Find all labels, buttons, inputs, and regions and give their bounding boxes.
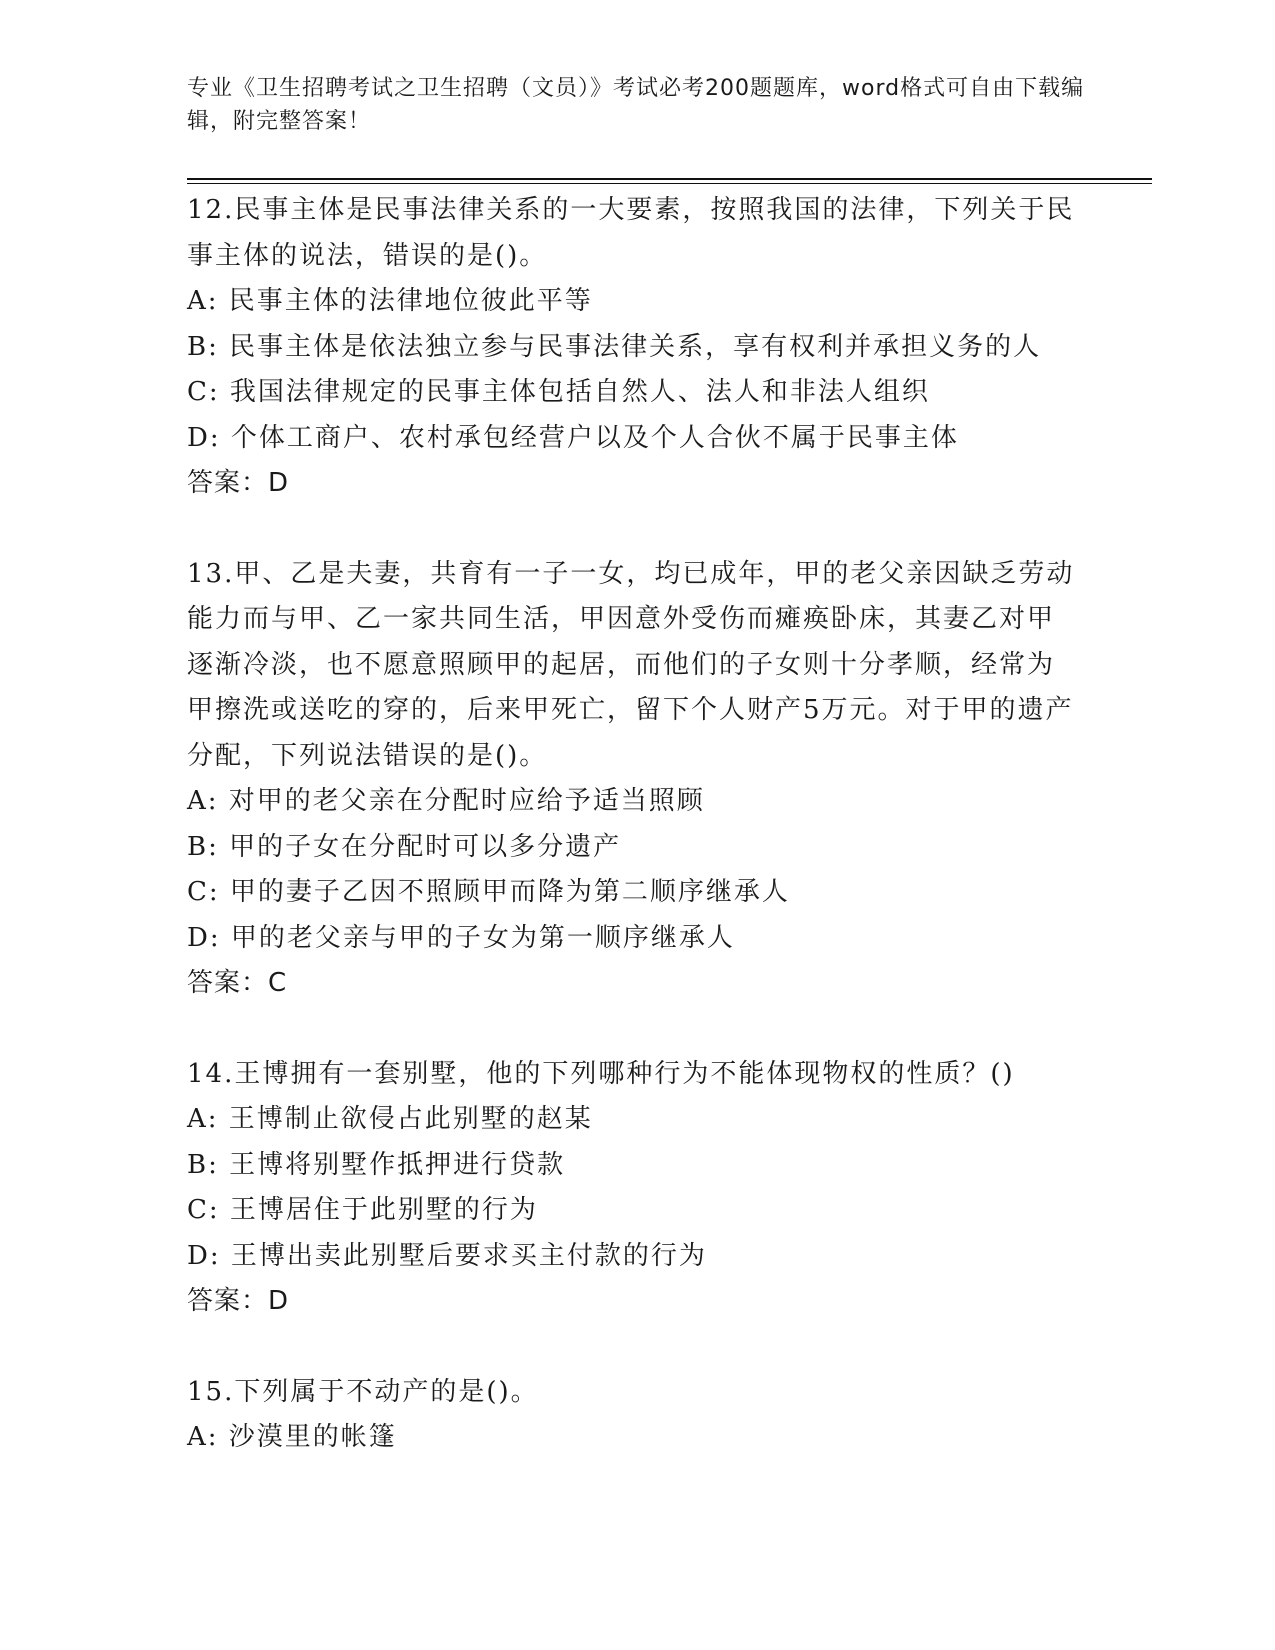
document-header: 专业《卫生招聘考试之卫生招聘（文员）》考试必考200题题库，word格式可自由下载编辑，附完整答案！ xyxy=(187,76,1085,134)
question-15 xyxy=(187,1370,1087,1461)
question-stem: 15.下列属于不动产的是()。 xyxy=(187,1376,539,1407)
option-b: B: 甲的子女在分配时可以多分遗产 xyxy=(187,831,622,862)
answer-text: 答案：C xyxy=(187,968,288,998)
header-divider-thin xyxy=(187,183,1152,184)
option-b: B: 王博将别墅作抵押进行贷款 xyxy=(187,1149,566,1180)
question-list xyxy=(187,188,1087,1506)
option-d: D: 个体工商户、农村承包经营户以及个人合伙不属于民事主体 xyxy=(187,422,959,453)
option-a: A: 民事主体的法律地位彼此平等 xyxy=(187,286,593,316)
question-12 xyxy=(187,188,1087,507)
option-c: C: 王博居住于此别墅的行为 xyxy=(187,1195,538,1225)
option-a: A: 沙漠里的帐篷 xyxy=(187,1422,397,1452)
option-a: A: 王博制止欲侵占此别墅的赵某 xyxy=(187,1104,593,1134)
answer-text: 答案：D xyxy=(187,468,290,498)
question-stem: 12.民事主体是民事法律关系的一大要素，按照我国的法律，下列关于民事主体的说法，错误的是()。 xyxy=(187,195,1075,271)
option-d: D: 甲的老父亲与甲的子女为第一顺序继承人 xyxy=(187,922,735,953)
question-stem: 14.王博拥有一套别墅，他的下列哪种行为不能体现物权的性质？() xyxy=(187,1058,1015,1089)
option-d: D: 王博出卖此别墅后要求买主付款的行为 xyxy=(187,1240,707,1271)
question-14 xyxy=(187,1052,1087,1325)
question-13 xyxy=(187,552,1087,1007)
option-b: B: 民事主体是依法独立参与民事法律关系，享有权利并承担义务的人 xyxy=(187,331,1042,362)
question-stem: 13.甲、乙是夫妻，共育有一子一女，均已成年，甲的老父亲因缺乏劳动能力而与甲、乙一家共同生活，甲因意外受伤而瘫痪卧床，其妻乙对甲逐渐冷淡，也不愿意照顾甲的起居，而他们的子女则十分孝顺，经常为甲擦洗或送吃的穿的，后来甲死亡，留下个人财产5万元。对于甲的遗产分配，下列说法错误的是()。 xyxy=(187,558,1075,771)
option-c: C: 我国法律规定的民事主体包括自然人、法人和非法人组织 xyxy=(187,377,930,407)
option-a: A: 对甲的老父亲在分配时应给予适当照顾 xyxy=(187,786,705,816)
header-divider-thick xyxy=(187,178,1152,180)
option-c: C: 甲的妻子乙因不照顾甲而降为第二顺序继承人 xyxy=(187,877,790,907)
answer-text: 答案：D xyxy=(187,1286,290,1316)
